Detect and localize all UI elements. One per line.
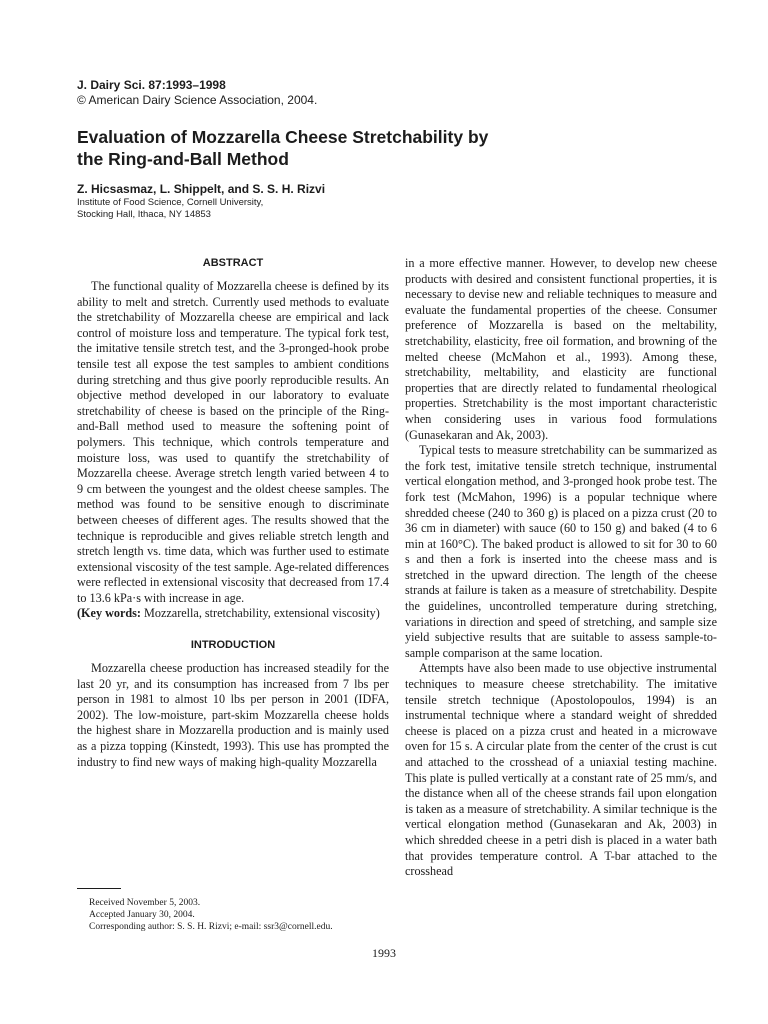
keywords-text: Mozzarella, stretchability, extensional viscosity)	[144, 606, 380, 621]
affiliation-line-1: Institute of Food Science, Cornell University,	[77, 197, 264, 208]
article-authors: Z. Hicsasmaz, L. Shippelt, and S. S. H. Rizvi	[77, 182, 326, 196]
left-column	[77, 256, 389, 770]
page-number: 1993	[372, 946, 396, 960]
author-affiliation	[77, 197, 263, 221]
footnotes	[89, 897, 333, 933]
footnote-received: Received November 5, 2003.	[89, 898, 201, 908]
journal-header	[77, 78, 317, 108]
journal-citation: J. Dairy Sci. 87:1993–1998	[77, 78, 226, 92]
footnote-accepted: Accepted January 30, 2004.	[89, 910, 195, 920]
right-paragraph-3: Attempts have also been made to use objective instrumental techniques to measure cheese stretchability. The imitative tensile stretch technique (Apostolopoulos, 1994) is an instrumental technique where a standard weight of shredded cheese is placed on a pizza crust and heated in a microwave oven for 15 s. A circular plate from the center of the crust is cut and attached to the crosshead of a uniaxial testing machine. This plate is pulled vertically at a constant rate of 25 mm/s, and the distance when all of the cheese strands fail upon elongation is taken as a measure of stretchability. A similar technique is the vertical elongation method (Gunasekaran and Ak, 2003) in which shredded cheese in a petri dish is placed in a water bath that provides temperature control. A T-bar attached to the crosshead	[405, 661, 717, 879]
keywords	[77, 606, 389, 622]
article-title: Evaluation of Mozzarella Cheese Stretchability by the Ring-and-Ball Method	[77, 127, 489, 169]
introduction-paragraph-1: Mozzarella cheese production has increased steadily for the last 20 yr, and its consumption has increased from 7 lbs per person in 1981 to almost 10 lbs per person in 2001 (IDFA, 2002). The low-moisture, part-skim Mozzarella cheese holds the highest share in Mozzarella production and is mainly used as a pizza topping (Kinstedt, 1993). This use has prompted the industry to find new ways of making high-quality Mozzarella	[77, 661, 389, 769]
footnote-corresponding: Corresponding author: S. S. H. Rizvi; e-mail: ssr3@cornell.edu.	[89, 922, 333, 932]
right-column	[405, 256, 717, 880]
introduction-heading: INTRODUCTION	[190, 639, 276, 652]
keywords-label: (Key words:	[77, 606, 141, 621]
abstract-body: The functional quality of Mozzarella cheese is defined by its ability to melt and stretch. Currently used methods to evaluate the stretchability of Mozzarella cheese are empirical and lack control of moisture loss and temperature. The typical fork test, the imitative tensile stretch test, and the 3-pronged-hook probe tensile test all expose the test samples to ambient conditions during stretching and thus give poorly reproducible results. An objective method developed in our laboratory to evaluate stretchability of cheese is based on the principle of the Ring-and-Ball method used to measure the softening point of polymers. This technique, which controls temperature and moisture loss, was used to quantify the stretchability of Mozzarella cheese. Average stretch length varied between 4 to 9 cm between the youngest and the oldest cheese samples. The method was found to be sensitive enough to discriminate between cheeses of different ages. The results showed that the technique is reproducible and gives reliable stretch length and stretch length vs. time data, which was further used to estimate extensional viscosity of the test sample. Age-related differences were reflected in extensional viscosity that decreased from 17.4 to 13.6 kPa·s with increase in age.	[77, 279, 389, 605]
footnote-divider	[77, 888, 121, 889]
right-paragraph-1: in a more effective manner. However, to develop new cheese products with desired and consistent functional properties, it is necessary to devise new and reliable techniques to measure and evaluate the fundamental properties of the cheese. Consumer preference of Mozzarella is based on the meltability, stretchability, elasticity, free oil formation, and browning of the melted cheese (McMahon et al., 1993). Among these, stretchability, meltability, and elasticity are functional properties that are directly related to fundamental rheological properties. Stretchability is the most important characteristic when considering uses in various food formulations (Gunasekaran and Ak, 2003).	[405, 256, 717, 442]
right-paragraph-2: Typical tests to measure stretchability can be summarized as the fork test, imitative tensile stretch technique, instrumental vertical elongation method, and 3-pronged hook probe test. The fork test (McMahon, 1996) is a popular technique where shredded cheese (240 to 360 g) is placed on a pizza crust (20 to 36 cm in diameter) with sauce (60 to 150 g) and baked (4 to 6 min at 160°C). The baked product is allowed to sit for 30 to 60 s and then a fork is inserted into the cheese mass and is stretched in the upward direction. The length of the cheese strands at failure is taken as a measure of stretchability. Despite the guidelines, uncontrolled temperature during stretching, variations in direction and speed of stretching, and sample size yield subjective results that are suitable to assess sample-to-sample comparison at the same location.	[405, 443, 717, 660]
abstract-heading: ABSTRACT	[202, 257, 264, 269]
journal-copyright: © American Dairy Science Association, 2004.	[77, 93, 318, 107]
affiliation-line-2: Stocking Hall, Ithaca, NY 14853	[77, 209, 211, 220]
